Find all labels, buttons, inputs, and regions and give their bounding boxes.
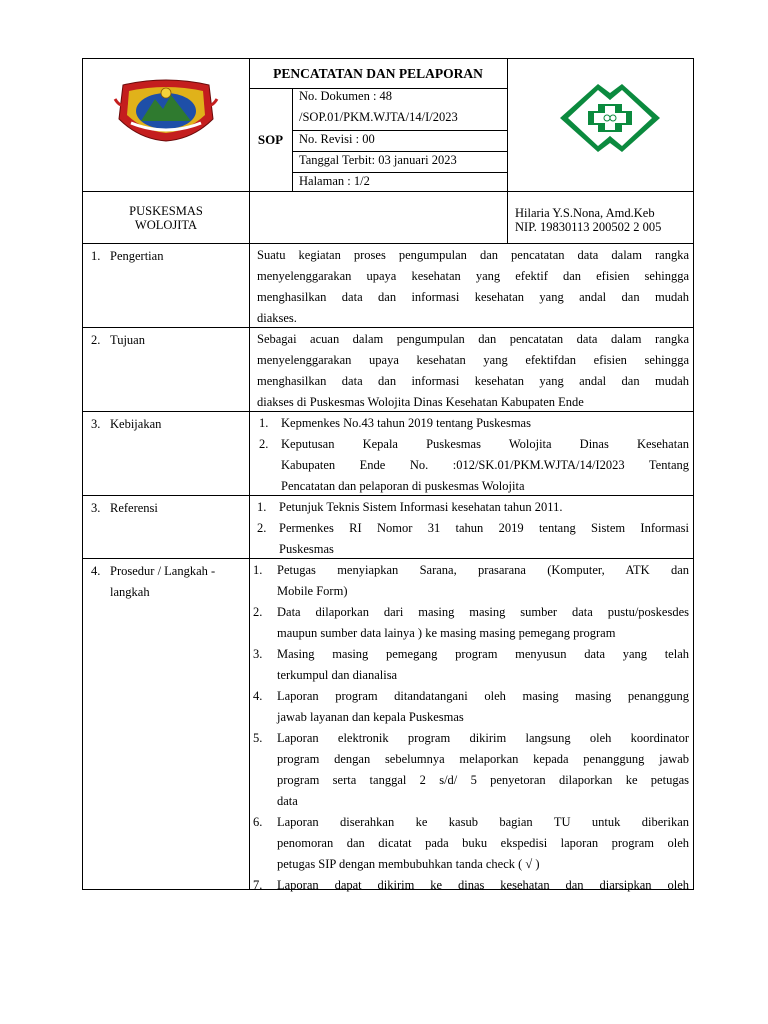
- content-line: data: [277, 794, 298, 808]
- revision-number: No. Revisi : 00: [299, 132, 375, 146]
- section-number: 3.: [91, 417, 101, 431]
- section-label: [91, 330, 145, 351]
- content-line: jawab layanan dan kepala Puskesmas: [277, 710, 464, 724]
- content-line: Sebagai acuan dalam pengumpulan dan pencatatan data dalam rangka: [257, 332, 689, 346]
- content-line: Pencatatan dan pelaporan di puskesmas Wolojita: [281, 479, 525, 493]
- content-line: Puskesmas: [279, 542, 334, 556]
- list-number: 1.: [259, 416, 269, 430]
- section-title-line2: langkah: [110, 585, 150, 599]
- section-number: 4.: [91, 564, 101, 578]
- organization-name-line2: WOLOJITA: [134, 217, 198, 232]
- page-number: Halaman : 1/2: [299, 174, 370, 188]
- list-item: [253, 686, 689, 728]
- list-number: 2.: [253, 605, 263, 619]
- organization-name-line1: PUSKESMAS: [129, 203, 203, 218]
- document-number-line2: /SOP.01/PKM.WJTA/14/I/2023: [299, 110, 458, 124]
- list-number: 1.: [257, 500, 267, 514]
- content-line: program serta tanggal 2 s/d/ 5 penyetoran dilaporkan ke petugas: [277, 773, 689, 787]
- section-title: Prosedur / Langkah -: [110, 564, 216, 578]
- list-number: 6.: [253, 815, 263, 829]
- list-item: [253, 644, 689, 686]
- issue-date: Tanggal Terbit: 03 januari 2023: [299, 153, 457, 167]
- content-line: maupun sumber data lainya ) ke masing masing pemegang program: [277, 626, 616, 640]
- sop-label: SOP: [257, 132, 284, 147]
- content-line: menyelenggarakan upaya kesehatan yang efektif dan efisien sehingga: [257, 269, 689, 283]
- organization-row: [82, 192, 694, 244]
- content-line: Data dilaporkan dari masing masing sumber data pustu/poskesdes: [277, 605, 689, 619]
- content-line: Keputusan Kepala Puskesmas Wolojita Dinas Kesehatan: [281, 437, 689, 451]
- section-content: [257, 245, 689, 329]
- content-line: Mobile Form): [277, 584, 348, 598]
- content-line: menghasilkan data dan informasi kesehatan yang andal dan mudah: [257, 374, 689, 388]
- section-label: [91, 246, 163, 267]
- section-tujuan: [82, 328, 694, 412]
- content-line: Petunjuk Teknis Sistem Informasi kesehatan tahun 2011.: [279, 500, 563, 514]
- section-title: Referensi: [110, 501, 158, 515]
- document-title: PENCATATAN DAN PELAPORAN: [273, 65, 483, 81]
- section-content: [257, 329, 689, 413]
- list-number: 1.: [253, 563, 263, 577]
- content-line: petugas SIP dengan membubuhkan tanda check ( √ ): [277, 857, 540, 871]
- signer-name: Hilaria Y.S.Nona, Amd.Keb: [515, 206, 655, 220]
- section-kebijakan: [82, 412, 694, 496]
- list-item: [257, 518, 689, 560]
- list-number: 2.: [259, 437, 269, 451]
- section-title: Pengertian: [110, 249, 164, 263]
- section-number: 3.: [91, 501, 101, 515]
- list-item: [253, 560, 689, 602]
- content-line: penomoran dan dicatat pada buku ekspedisi laporan program oleh: [277, 836, 689, 850]
- sop-header: [82, 58, 694, 192]
- section-pengertian: [82, 244, 694, 328]
- list-item: [253, 602, 689, 644]
- list-number: 2.: [257, 521, 267, 535]
- section-prosedur: [82, 559, 694, 890]
- list-number: 4.: [253, 689, 263, 703]
- content-line: diakses di Puskesmas Wolojita Dinas Kesehatan Kabupaten Ende: [257, 395, 584, 409]
- content-line: Suatu kegiatan proses pengumpulan dan pencatatan data dalam rangka: [257, 248, 689, 262]
- section-label: [91, 498, 158, 519]
- content-line: Laporan program ditandatangani oleh masing masing penanggung: [277, 689, 689, 703]
- section-content: [259, 413, 689, 497]
- list-number: 3.: [253, 647, 263, 661]
- content-line: Kepmenkes No.43 tahun 2019 tentang Puskesmas: [281, 416, 531, 430]
- content-line: Petugas menyiapkan Sarana, prasarana (Komputer, ATK dan: [277, 563, 689, 577]
- organization-name: [83, 192, 249, 243]
- list-number: 5.: [253, 731, 263, 745]
- content-line: terkumpul dan dianalisa: [277, 668, 398, 682]
- content-line: menyelenggarakan upaya kesehatan yang efektifdan efisien sehingga: [257, 353, 689, 367]
- list-item: [259, 434, 689, 497]
- list-item: [257, 497, 689, 518]
- content-line: Laporan dapat dikirim ke dinas kesehatan dan diarsipkan oleh: [277, 878, 689, 892]
- list-item: [253, 875, 689, 896]
- content-line: Laporan diserahkan ke kasub bagian TU untuk diberikan: [277, 815, 689, 829]
- content-line: Kabupaten Ende No. :012/SK.01/PKM.WJTA/14/I2023 Tentang: [281, 458, 689, 472]
- list-item: [253, 812, 689, 875]
- list-number: 7.: [253, 878, 263, 892]
- section-title: Kebijakan: [110, 417, 162, 431]
- section-content: [253, 560, 689, 896]
- section-title: Tujuan: [110, 333, 145, 347]
- puskesmas-logo: [558, 82, 662, 159]
- section-content: [257, 497, 689, 560]
- section-number: 2.: [91, 333, 101, 347]
- regency-emblem-logo: [113, 79, 219, 148]
- content-line: Permenkes RI Nomor 31 tahun 2019 tentang Sistem Informasi: [279, 521, 689, 535]
- signer-block: [515, 206, 661, 234]
- section-referensi: [82, 496, 694, 559]
- content-line: Masing masing pemegang program menyusun data yang telah: [277, 647, 689, 661]
- content-line: Laporan elektronik program dikirim langsung oleh koordinator: [277, 731, 689, 745]
- section-number: 1.: [91, 249, 101, 263]
- signer-nip: NIP. 19830113 200502 2 005: [515, 220, 662, 234]
- list-item: [253, 728, 689, 812]
- document-number-line1: No. Dokumen : 48: [299, 89, 393, 103]
- content-line: program dengan sebelumnya melaporkan kepada penanggung jawab: [277, 752, 689, 766]
- section-label: [91, 414, 161, 435]
- document-number: [293, 86, 507, 128]
- content-line: diakses.: [257, 311, 297, 325]
- list-item: [259, 413, 689, 434]
- content-line: menghasilkan data dan informasi kesehatan yang andal dan mudah: [257, 290, 689, 304]
- section-label: [91, 561, 215, 603]
